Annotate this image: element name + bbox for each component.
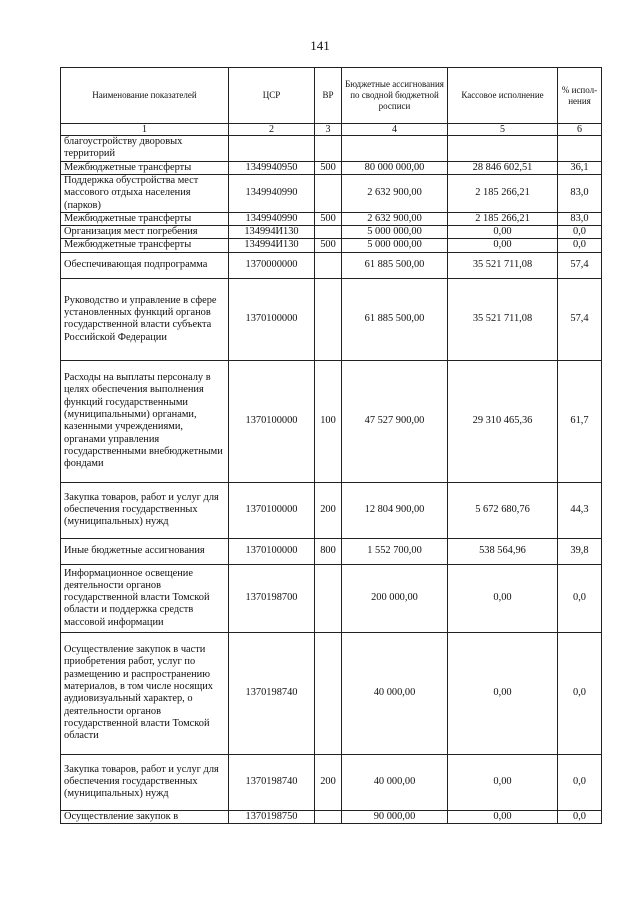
row-name: Руководство и управление в сфере установленных функций органов государственной власти субъекта Российской Федерации: [61, 278, 229, 360]
row-budget: 40 000,00: [342, 632, 448, 754]
row-name: Иные бюджетные ассигнования: [61, 538, 229, 564]
row-name: Межбюджетные трансферты: [61, 212, 229, 225]
row-executed: 29 310 465,36: [448, 360, 558, 482]
row-executed: 0,00: [448, 564, 558, 632]
row-pct: 0,0: [558, 564, 602, 632]
row-vr: 500: [315, 161, 342, 174]
header-csr: ЦСР: [229, 68, 315, 124]
row-csr: 1370198740: [229, 754, 315, 810]
column-number: 4: [342, 124, 448, 136]
row-budget: 47 527 900,00: [342, 360, 448, 482]
column-number: 1: [61, 124, 229, 136]
row-vr: 500: [315, 239, 342, 252]
row-executed: 28 846 602,51: [448, 161, 558, 174]
row-budget: 40 000,00: [342, 754, 448, 810]
row-budget: 61 885 500,00: [342, 278, 448, 360]
row-budget: [342, 136, 448, 162]
table-row: [61, 239, 602, 252]
row-pct: [558, 136, 602, 162]
row-executed: 538 564,96: [448, 538, 558, 564]
row-vr: [315, 810, 342, 823]
row-pct: 0,0: [558, 810, 602, 823]
row-budget: 61 885 500,00: [342, 252, 448, 278]
table-row: [61, 278, 602, 360]
row-csr: 134994И130: [229, 239, 315, 252]
table-header-row: [61, 68, 602, 124]
header-pct: % испол-нения: [558, 68, 602, 124]
header-executed: Кассовое исполнение: [448, 68, 558, 124]
row-csr: 1370198700: [229, 564, 315, 632]
row-budget: 200 000,00: [342, 564, 448, 632]
header-budget: Бюджетные ассигнования по сводной бюджетной росписи: [342, 68, 448, 124]
row-csr: 1370100000: [229, 360, 315, 482]
column-number: 6: [558, 124, 602, 136]
row-name: Информационное освещение деятельности органов государственной власти Томской области и поддержка средств массовой информации: [61, 564, 229, 632]
table-row: [61, 226, 602, 239]
column-number: 3: [315, 124, 342, 136]
header-name: Наименование показателей: [61, 68, 229, 124]
row-vr: [315, 632, 342, 754]
row-budget: 5 000 000,00: [342, 226, 448, 239]
row-pct: 0,0: [558, 754, 602, 810]
row-name: Межбюджетные трансферты: [61, 239, 229, 252]
table-row: [61, 538, 602, 564]
row-pct: 83,0: [558, 174, 602, 212]
column-number: 5: [448, 124, 558, 136]
row-executed: 0,00: [448, 239, 558, 252]
row-pct: 61,7: [558, 360, 602, 482]
row-budget: 2 632 900,00: [342, 212, 448, 225]
row-vr: [315, 278, 342, 360]
row-name: Обеспечивающая подпрограмма: [61, 252, 229, 278]
row-csr: 1349940990: [229, 174, 315, 212]
row-name: Расходы на выплаты персоналу в целях обеспечения выполнения функций государственными (муниципальными) органами, казенными учреждениями, органами управления государственными внебюджетными фондами: [61, 360, 229, 482]
row-csr: 1349940950: [229, 161, 315, 174]
row-vr: 200: [315, 482, 342, 538]
row-pct: 83,0: [558, 212, 602, 225]
row-executed: 0,00: [448, 632, 558, 754]
table-row: [61, 360, 602, 482]
table-row: [61, 632, 602, 754]
table-row: [61, 810, 602, 823]
table-row: [61, 564, 602, 632]
row-executed: 35 521 711,08: [448, 252, 558, 278]
row-csr: 1370100000: [229, 278, 315, 360]
table-row: [61, 161, 602, 174]
row-name: благоустройству дворовых территорий: [61, 136, 229, 162]
table-row: [61, 174, 602, 212]
row-executed: 5 672 680,76: [448, 482, 558, 538]
row-csr: 1370100000: [229, 482, 315, 538]
row-vr: [315, 564, 342, 632]
table-row: [61, 482, 602, 538]
row-vr: [315, 136, 342, 162]
row-pct: 0,0: [558, 226, 602, 239]
table-row: [61, 136, 602, 162]
row-vr: 500: [315, 212, 342, 225]
row-pct: 0,0: [558, 632, 602, 754]
row-csr: 1370198740: [229, 632, 315, 754]
row-csr: 1370198750: [229, 810, 315, 823]
budget-execution-table: [60, 67, 602, 824]
row-budget: 12 804 900,00: [342, 482, 448, 538]
row-executed: [448, 136, 558, 162]
row-budget: 5 000 000,00: [342, 239, 448, 252]
table-row: [61, 754, 602, 810]
row-pct: 39,8: [558, 538, 602, 564]
row-executed: 0,00: [448, 810, 558, 823]
row-name: Осуществление закупок в: [61, 810, 229, 823]
row-name: Закупка товаров, работ и услуг для обеспечения государственных (муниципальных) нужд: [61, 754, 229, 810]
row-csr: 1370000000: [229, 252, 315, 278]
row-budget: 90 000,00: [342, 810, 448, 823]
table-row: [61, 252, 602, 278]
table-row: [61, 212, 602, 225]
row-name: Межбюджетные трансферты: [61, 161, 229, 174]
row-vr: [315, 174, 342, 212]
row-executed: 0,00: [448, 226, 558, 239]
header-vr: ВР: [315, 68, 342, 124]
row-csr: [229, 136, 315, 162]
row-csr: 1349940990: [229, 212, 315, 225]
row-csr: 134994И130: [229, 226, 315, 239]
row-executed: 2 185 266,21: [448, 212, 558, 225]
row-name: Осуществление закупок в части приобретения работ, услуг по размещению и распространению материалов, в том числе носящих аудиовизуальный характер, о деятельности органов государственной власти Томской области: [61, 632, 229, 754]
row-pct: 0,0: [558, 239, 602, 252]
row-csr: 1370100000: [229, 538, 315, 564]
row-vr: 100: [315, 360, 342, 482]
row-pct: 44,3: [558, 482, 602, 538]
row-executed: 2 185 266,21: [448, 174, 558, 212]
row-vr: [315, 252, 342, 278]
row-vr: [315, 226, 342, 239]
row-pct: 57,4: [558, 278, 602, 360]
row-name: Поддержка обустройства мест массового отдыха населения (парков): [61, 174, 229, 212]
row-budget: 80 000 000,00: [342, 161, 448, 174]
column-number: 2: [229, 124, 315, 136]
page-number: 141: [310, 38, 330, 53]
row-name: Организация мест погребения: [61, 226, 229, 239]
row-budget: 2 632 900,00: [342, 174, 448, 212]
row-vr: 200: [315, 754, 342, 810]
row-pct: 36,1: [558, 161, 602, 174]
column-numbers-row: [61, 124, 602, 136]
row-executed: 0,00: [448, 754, 558, 810]
row-vr: 800: [315, 538, 342, 564]
row-executed: 35 521 711,08: [448, 278, 558, 360]
row-pct: 57,4: [558, 252, 602, 278]
row-name: Закупка товаров, работ и услуг для обеспечения государственных (муниципальных) нужд: [61, 482, 229, 538]
row-budget: 1 552 700,00: [342, 538, 448, 564]
